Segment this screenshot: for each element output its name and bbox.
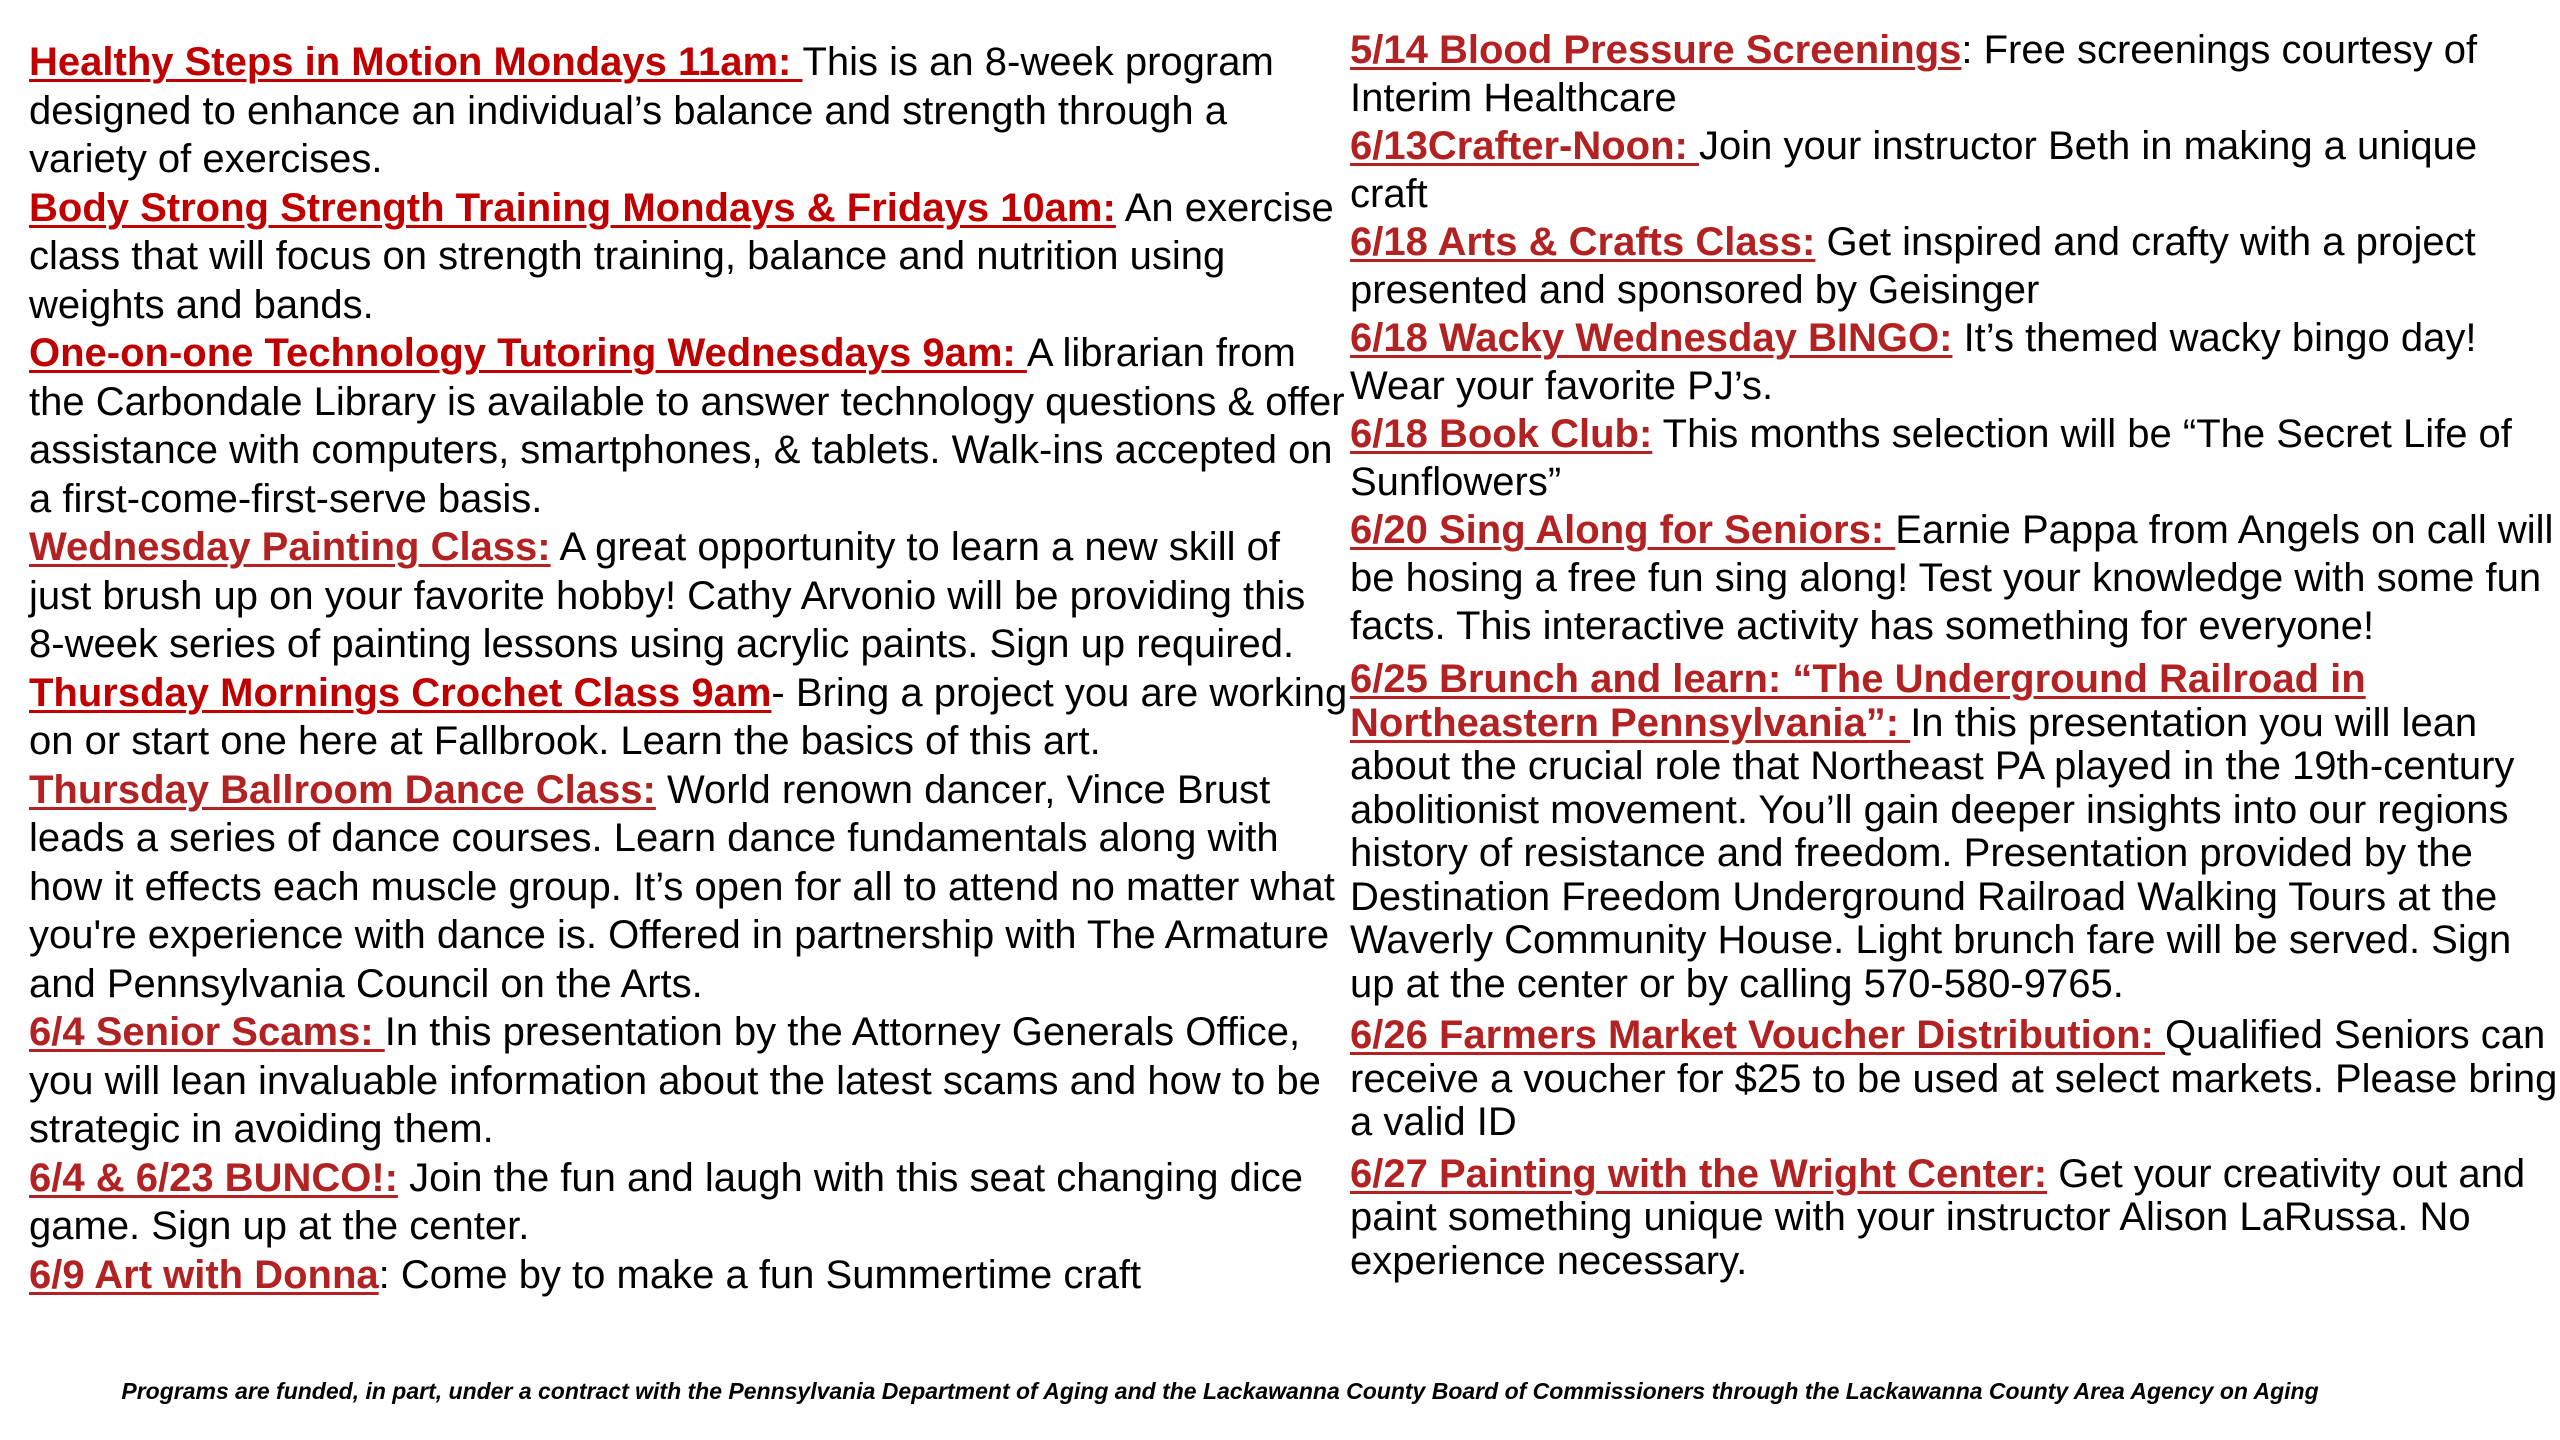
program-title: 6/20 Sing Along for Seniors: xyxy=(1350,508,1896,552)
program-description: A librarian from the Carbondale Library is available to answer technology questions & offer assistance with computers, smartphones, & tablets. Walk-ins accepted on a first-come-first-serve basis. xyxy=(29,331,1345,521)
program-title: 6/13Crafter-Noon: xyxy=(1350,124,1699,168)
program-description: In this presentation you will lean about the crucial role that Northeast PA played in the 19th-century abolitionist movement. You’ll gain deeper insights into our regions history of resistance and freedom. Presentation provided by the Destination Freedom Underground Railroad Walking Tours at the Waverly Community House. Light brunch fare will be served. Sign up at the center or by calling 570-580-9765. xyxy=(1350,700,2515,1006)
program-title: Thursday Mornings Crochet Class 9am xyxy=(29,670,772,715)
program-title: 5/14 Blood Pressure Screenings xyxy=(1350,28,1962,72)
program-description: World renown dancer, Vince Brust leads a series of dance courses. Learn dance fundamentals along with how it effects each muscle group. It’s open for all to attend no matter what you're experience with dance is. Offered in partnership with The Armature and Pennsylvania Council on the Arts. xyxy=(29,767,1335,1006)
program-title: 6/27 Painting with the Wright Center: xyxy=(1350,1151,2048,1196)
left-program-column xyxy=(29,0,1349,1299)
program-description: : Come by to make a fun Summertime craft xyxy=(378,1252,1142,1297)
program-entry-technology-tutoring xyxy=(29,329,1349,523)
program-description: Get your creativity out and paint something unique with your instructor Alison LaRussa. No experience necessary. xyxy=(1350,1151,2526,1283)
program-description: Earnie Pappa from Angels on call will be hosing a free fun sing along! Test your knowledge with some fun facts. This interactive activity has something for everyone! xyxy=(1350,508,2554,648)
program-entry-sing-along xyxy=(1350,506,2560,650)
program-title: 6/4 Senior Scams: xyxy=(29,1010,385,1054)
program-title: Healthy Steps in Motion Mondays 11am: xyxy=(29,40,803,84)
program-entry-crafter-noon xyxy=(1350,122,2560,218)
program-entry-ballroom-dance xyxy=(29,766,1349,1009)
program-description: It’s themed wacky bingo day! Wear your favorite PJ’s. xyxy=(1350,316,2477,408)
program-entry-wacky-bingo xyxy=(1350,314,2560,410)
program-description: In this presentation by the Attorney Generals Office, you will lean invaluable information about the latest scams and how to be strategic in avoiding them. xyxy=(29,1010,1321,1151)
program-title: 6/18 Book Club: xyxy=(1350,412,1653,456)
program-entry-art-with-donna xyxy=(29,1251,1349,1300)
program-title: 6/4 & 6/23 BUNCO!: xyxy=(29,1155,398,1200)
program-description: This months selection will be “The Secret Life of Sunflowers” xyxy=(1350,412,2512,504)
program-entry-farmers-market xyxy=(1350,1014,2560,1145)
program-entry-body-strong xyxy=(29,184,1349,330)
program-title: Body Strong Strength Training Mondays & Fridays 10am: xyxy=(29,185,1116,230)
program-entry-bunco xyxy=(29,1154,1349,1251)
program-description: This is an 8-week program designed to enhance an individual’s balance and strength through a variety of exercises. xyxy=(29,40,1274,181)
program-title: Thursday Ballroom Dance Class: xyxy=(29,767,656,812)
program-description: Join the fun and laugh with this seat changing dice game. Sign up at the center. xyxy=(29,1155,1304,1248)
program-entry-crochet-class xyxy=(29,669,1349,766)
program-title: 6/25 Brunch and learn: “The Underground Railroad in Northeastern Pennsylvania”: xyxy=(1350,657,2366,745)
program-title: 6/9 Art with Donna xyxy=(29,1252,379,1297)
program-title: 6/26 Farmers Market Voucher Distribution: xyxy=(1350,1013,2166,1057)
funding-footnote: Programs are funded, in part, under a contract with the Pennsylvania Department of Aging and the Lackawanna County Board of Commissioners through the Lackawanna County Area Agency on Aging xyxy=(121,1378,2319,1404)
program-title: Wednesday Painting Class: xyxy=(29,525,551,569)
program-title: 6/18 Arts & Crafts Class: xyxy=(1350,220,1816,264)
program-entry-painting-class xyxy=(29,523,1349,669)
program-description: - Bring a project you are working on or start one here at Fallbrook. Learn the basics of this art. xyxy=(29,670,1348,763)
program-entry-blood-pressure xyxy=(1350,26,2560,122)
program-description: Join your instructor Beth in making a unique craft xyxy=(1350,124,2478,216)
program-entry-brunch-and-learn xyxy=(1350,658,2560,1006)
program-title: 6/18 Wacky Wednesday BINGO: xyxy=(1350,316,1953,360)
program-description: : Free screenings courtesy of Interim Healthcare xyxy=(1350,28,2478,120)
program-description: Get inspired and crafty with a project presented and sponsored by Geisinger xyxy=(1350,220,2476,312)
program-description: Qualified Seniors can receive a voucher for $25 to be used at select markets. Please bring a valid ID xyxy=(1350,1013,2558,1144)
program-description: A great opportunity to learn a new skill of just brush up on your favorite hobby! Cathy Arvonio will be providing this 8-week series of painting lessons using acrylic paints. Sign up required. xyxy=(29,525,1306,666)
program-entry-wright-center-painting xyxy=(1350,1153,2560,1284)
program-entry-arts-crafts xyxy=(1350,218,2560,314)
program-title: One-on-one Technology Tutoring Wednesdays 9am: xyxy=(29,331,1027,375)
program-description: An exercise class that will focus on strength training, balance and nutrition using weights and bands. xyxy=(29,185,1334,327)
program-entry-book-club xyxy=(1350,410,2560,506)
right-program-column xyxy=(1350,0,2560,1283)
program-entry-senior-scams xyxy=(29,1008,1349,1154)
program-entry-healthy-steps xyxy=(29,38,1349,184)
